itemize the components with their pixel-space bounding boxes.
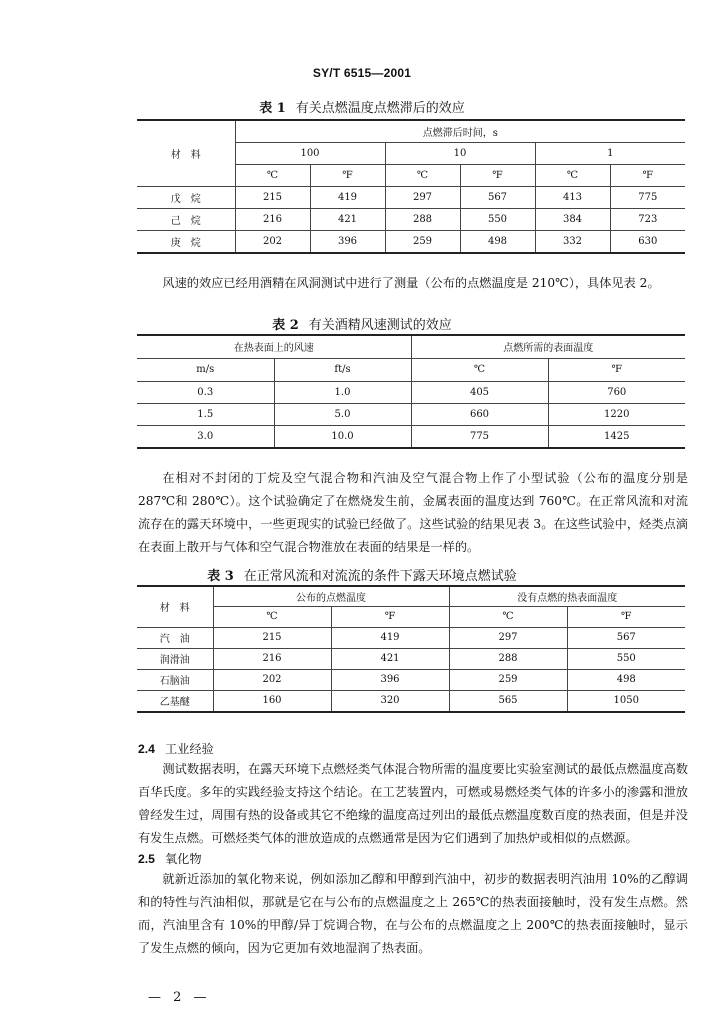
- table-cell: 498: [460, 230, 535, 253]
- table-cell: 723: [610, 208, 685, 230]
- table-cell: 419: [331, 627, 449, 648]
- table-cell: 775: [411, 425, 548, 448]
- table-cell: 5.0: [274, 403, 411, 425]
- paragraph-small-tests: [138, 467, 688, 559]
- table2-caption-text: 有关酒精风速测试的效应: [308, 318, 452, 333]
- table-cell: 259: [449, 669, 567, 690]
- table1-time-10: 10: [385, 142, 535, 164]
- table1-row-name: 戊 烷: [137, 186, 235, 208]
- table-cell: 413: [535, 186, 610, 208]
- table-row: [137, 208, 685, 230]
- table-row: [137, 690, 685, 712]
- table-cell: 216: [235, 208, 310, 230]
- table1-row-name: 己 烷: [137, 208, 235, 230]
- table-cell: 320: [331, 690, 449, 712]
- table-cell: 550: [567, 648, 685, 669]
- table-row: [137, 425, 685, 448]
- table1-unit: ℉: [610, 164, 685, 186]
- table-cell: 297: [385, 186, 460, 208]
- paragraph-industry-experience: [138, 758, 688, 850]
- table-cell: 630: [638, 235, 658, 247]
- page-number: — 2 —: [148, 990, 211, 1005]
- table3-caption-text: 在正常风流和对流流的条件下露天环境点燃试验: [243, 569, 517, 584]
- table3-row-name: 石脑油: [137, 669, 213, 690]
- table1-time-100: 100: [235, 142, 385, 164]
- table-cell: 384: [535, 208, 610, 230]
- table2-head-temperature: 点燃所需的表面温度: [411, 335, 685, 358]
- table-cell: 332: [535, 230, 610, 253]
- table-row: [137, 230, 685, 253]
- table-cell: 421: [331, 648, 449, 669]
- table-cell: 216: [213, 648, 331, 669]
- table1-unit: ℃: [235, 164, 310, 186]
- table-cell: 760: [548, 381, 685, 403]
- table-cell: 660: [411, 403, 548, 425]
- table-cell: 1220: [548, 403, 685, 425]
- table-cell: 0.3: [137, 381, 274, 403]
- table2-unit: ℃: [411, 358, 548, 381]
- table3-material-header: 材 料: [137, 586, 213, 627]
- table3-caption-number: 表 3: [207, 569, 234, 584]
- table1-group-header: 点燃滞后时间，s: [235, 120, 685, 142]
- table-cell: 10.0: [274, 425, 411, 448]
- table1-unit: ℃: [535, 164, 610, 186]
- table1-caption-text: 有关点燃温度点燃滞后的效应: [295, 101, 465, 116]
- table3-head-no-ignition: 没有点燃的热表面温度: [449, 586, 685, 606]
- table2-unit: m/s: [137, 358, 274, 381]
- table-cell: 288: [449, 648, 567, 669]
- table-cell: 3.0: [137, 425, 274, 448]
- table-row: [137, 648, 685, 669]
- table2: [137, 334, 685, 449]
- table-cell: 202: [213, 669, 331, 690]
- table2-caption: [0, 314, 724, 333]
- table3-row-name: 乙基醚: [137, 690, 213, 712]
- table-cell: 419: [310, 186, 385, 208]
- table-cell: 259: [385, 230, 460, 253]
- running-header: SY/T 6515—2001: [312, 66, 412, 80]
- table-cell: 215: [213, 627, 331, 648]
- table2-unit: ℉: [548, 358, 685, 381]
- table3-unit: ℉: [331, 606, 449, 627]
- table-row: [137, 627, 685, 648]
- section-number: 2.5: [138, 852, 155, 866]
- section-title: 工业经验: [164, 742, 214, 756]
- table-cell: 498: [567, 669, 685, 690]
- table-cell: 565: [449, 690, 567, 712]
- table1: [137, 119, 685, 254]
- table-cell: 405: [411, 381, 548, 403]
- paragraph-text: 风速的效应已经用酒精在风洞测试中进行了测量（公布的点燃温度是 210℃），具体见表 2。: [162, 276, 660, 290]
- table3: [137, 585, 685, 713]
- table1-material-header: 材 料: [137, 120, 235, 186]
- table3-unit: ℃: [213, 606, 331, 627]
- table-row: [137, 403, 685, 425]
- table-cell: 288: [385, 208, 460, 230]
- table2-caption-number: 表 2: [272, 318, 299, 333]
- section-title: 氧化物: [164, 852, 202, 866]
- table-cell: 550: [460, 208, 535, 230]
- table-cell: 421: [310, 208, 385, 230]
- table3-row-name: 润滑油: [137, 648, 213, 669]
- table-cell: 396: [310, 230, 385, 253]
- table-cell: 775: [610, 186, 685, 208]
- table1-caption-number: 表 1: [259, 101, 286, 116]
- table-cell: 567: [460, 186, 535, 208]
- table-cell: 1.5: [137, 403, 274, 425]
- table-cell: 215: [235, 186, 310, 208]
- section-heading-2-4: [138, 740, 214, 757]
- section-number: 2.4: [138, 742, 155, 756]
- table-row: [137, 669, 685, 690]
- table-cell: 202: [235, 230, 310, 253]
- table-cell: 1425: [604, 430, 630, 442]
- table1-caption: [0, 97, 724, 116]
- table-cell: 160: [213, 690, 331, 712]
- table3-caption: [0, 565, 724, 584]
- table1-unit: ℃: [385, 164, 460, 186]
- table1-unit: ℉: [460, 164, 535, 186]
- table1-row-name: 庚 烷: [137, 230, 235, 253]
- paragraph-text: 在相对不封闭的丁烷及空气混合物和汽油及空气混合物上作了小型试验（公布的温度分别是 287℃和 280℃）。这个试验确定了在燃烧发生前，金属表面的温度达到 760℃。在正常风流和对流流存在的露天环境中，一些更现实的试验已经做了。这些试验的结果见表 3。在这些试验中，烃类点滴在表面上散开与气体和空气混合物淮放在表面的结果是一样的。: [138, 471, 688, 554]
- table1-time-1: 1: [535, 142, 685, 164]
- table2-head-wind: 在热表面上的风速: [137, 335, 411, 358]
- table-cell: 567: [567, 627, 685, 648]
- table3-unit: ℉: [567, 606, 685, 627]
- table-cell: 297: [449, 627, 567, 648]
- section-heading-2-5: [138, 850, 202, 867]
- paragraph-oxides: [138, 868, 688, 960]
- table-row: [137, 186, 685, 208]
- table-cell: 396: [331, 669, 449, 690]
- paragraph-wind-speed: [138, 272, 688, 295]
- table1-unit: ℉: [310, 164, 385, 186]
- paragraph-text: 测试数据表明，在露天环境下点燃烃类气体混合物所需的温度要比实验室测试的最低点燃温度高数百华氏度。多年的实践经验支持这个结论。在工艺装置内，可燃或易燃烃类气体的许多小的渗露和泄放曾经发生过，周围有热的设备或其它不绝缘的温度高过列出的最低点燃温度数百度的热表面，但是并没有发生点燃。可燃烃类气体的泄放造成的点燃通常是因为它们遇到了加热炉或相似的点燃源。: [138, 762, 688, 845]
- table3-head-published: 公布的点燃温度: [213, 586, 449, 606]
- table-cell: 1050: [613, 695, 639, 707]
- table2-unit: ft/s: [274, 358, 411, 381]
- table-cell: 1.0: [274, 381, 411, 403]
- table3-unit: ℃: [449, 606, 567, 627]
- table-row: [137, 381, 685, 403]
- table3-row-name: 汽 油: [137, 627, 213, 648]
- paragraph-text: 就新近添加的氧化物来说，例如添加乙醇和甲醇到汽油中，初步的数据表明汽油用 10%的乙醇调和的特性与汽油相似，那就是它在与公布的点燃温度之上 265℃的热表面接触时，没有发生点燃。然而，汽油里含有 10%的甲醇/异丁烷调合物，在与公布的点燃温度之上 200℃的热表面接触时，显示了发生点燃的倾向，因为它更加有效地湿润了热表面。: [138, 872, 688, 955]
